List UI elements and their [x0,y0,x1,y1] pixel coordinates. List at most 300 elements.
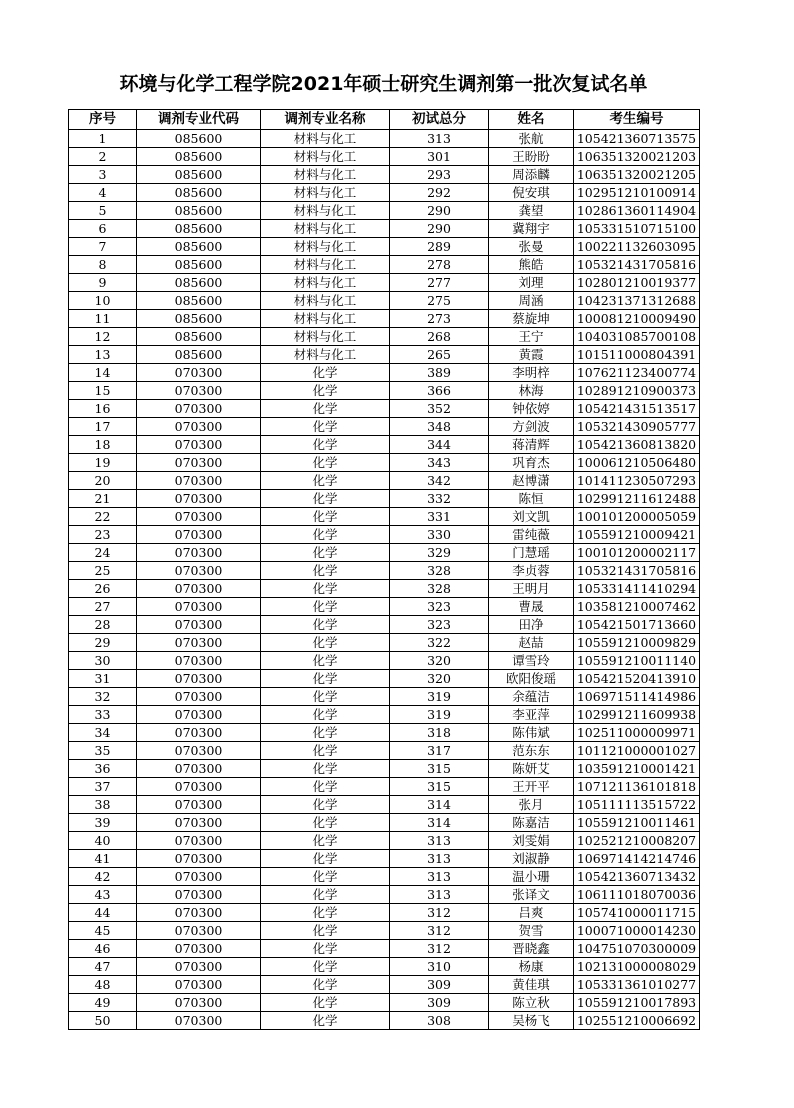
cell-candidate-id: 104751070300009 [574,940,700,958]
table-row [69,994,700,1012]
cell-name: 李贞蓉 [489,562,574,580]
cell-total-score: 331 [390,508,489,526]
cell-major-name: 材料与化工 [261,292,390,310]
cell-major-name: 化学 [261,562,390,580]
cell-name: 晋晓鑫 [489,940,574,958]
cell-major-code: 070300 [137,436,261,454]
cell-major-code: 085600 [137,184,261,202]
cell-candidate-id: 103591210001421 [574,760,700,778]
cell-candidate-id: 102951210100914 [574,184,700,202]
table-row [69,814,700,832]
cell-total-score: 329 [390,544,489,562]
cell-candidate-id: 100081210009490 [574,310,700,328]
cell-major-code: 070300 [137,922,261,940]
cell-name: 巩育杰 [489,454,574,472]
cell-name: 曹晟 [489,598,574,616]
cell-total-score: 348 [390,418,489,436]
cell-total-score: 313 [390,886,489,904]
cell-seq: 44 [69,904,137,922]
cell-total-score: 277 [390,274,489,292]
cell-total-score: 319 [390,688,489,706]
cell-major-code: 070300 [137,598,261,616]
cell-name: 吕爽 [489,904,574,922]
cell-major-name: 材料与化工 [261,220,390,238]
cell-major-name: 化学 [261,688,390,706]
cell-total-score: 342 [390,472,489,490]
header-total-score: 初试总分 [390,110,489,130]
cell-total-score: 273 [390,310,489,328]
cell-seq: 11 [69,310,137,328]
cell-name: 黄霞 [489,346,574,364]
cell-total-score: 366 [390,382,489,400]
table-row [69,724,700,742]
table-row [69,832,700,850]
cell-major-name: 材料与化工 [261,274,390,292]
cell-name: 田净 [489,616,574,634]
cell-total-score: 290 [390,220,489,238]
cell-total-score: 313 [390,868,489,886]
table-row [69,418,700,436]
cell-name: 冀翔宇 [489,220,574,238]
cell-seq: 2 [69,148,137,166]
table-row [69,274,700,292]
cell-seq: 42 [69,868,137,886]
cell-name: 陈嘉洁 [489,814,574,832]
cell-candidate-id: 105331361010277 [574,976,700,994]
cell-candidate-id: 100101200002117 [574,544,700,562]
cell-total-score: 320 [390,670,489,688]
cell-seq: 15 [69,382,137,400]
cell-seq: 4 [69,184,137,202]
cell-major-code: 070300 [137,544,261,562]
cell-seq: 7 [69,238,137,256]
table-row [69,796,700,814]
cell-major-code: 070300 [137,490,261,508]
cell-name: 蒋清辉 [489,436,574,454]
cell-total-score: 290 [390,202,489,220]
table-row [69,130,700,148]
cell-major-name: 化学 [261,922,390,940]
cell-major-name: 化学 [261,472,390,490]
cell-seq: 1 [69,130,137,148]
cell-total-score: 312 [390,940,489,958]
header-major-name: 调剂专业名称 [261,110,390,130]
cell-major-name: 材料与化工 [261,256,390,274]
cell-major-name: 材料与化工 [261,328,390,346]
table-row [69,184,700,202]
cell-seq: 14 [69,364,137,382]
cell-major-code: 070300 [137,760,261,778]
cell-major-name: 化学 [261,364,390,382]
cell-candidate-id: 105111113515722 [574,796,700,814]
table-row [69,580,700,598]
cell-major-code: 070300 [137,526,261,544]
table-row [69,868,700,886]
cell-seq: 40 [69,832,137,850]
table-row [69,706,700,724]
cell-seq: 18 [69,436,137,454]
cell-major-code: 070300 [137,472,261,490]
cell-name: 温小珊 [489,868,574,886]
header-candidate-id: 考生编号 [574,110,700,130]
cell-name: 林海 [489,382,574,400]
cell-total-score: 289 [390,238,489,256]
cell-major-name: 化学 [261,760,390,778]
cell-major-name: 化学 [261,526,390,544]
cell-seq: 36 [69,760,137,778]
table-row [69,436,700,454]
cell-major-code: 070300 [137,904,261,922]
cell-major-name: 材料与化工 [261,238,390,256]
cell-total-score: 318 [390,724,489,742]
cell-major-name: 化学 [261,382,390,400]
cell-major-code: 070300 [137,742,261,760]
cell-candidate-id: 105421360713432 [574,868,700,886]
cell-major-name: 化学 [261,976,390,994]
cell-major-code: 085600 [137,256,261,274]
table-row [69,670,700,688]
cell-major-code: 070300 [137,652,261,670]
cell-name: 范东东 [489,742,574,760]
cell-name: 熊皓 [489,256,574,274]
table-row [69,256,700,274]
cell-major-code: 085600 [137,220,261,238]
cell-seq: 8 [69,256,137,274]
cell-major-code: 070300 [137,1012,261,1030]
cell-candidate-id: 102891210900373 [574,382,700,400]
cell-major-name: 化学 [261,616,390,634]
cell-major-code: 070300 [137,400,261,418]
cell-major-code: 070300 [137,796,261,814]
cell-major-name: 材料与化工 [261,166,390,184]
cell-major-name: 化学 [261,508,390,526]
cell-candidate-id: 105331510715100 [574,220,700,238]
table-row [69,526,700,544]
table-row [69,634,700,652]
cell-major-name: 化学 [261,814,390,832]
table-row [69,328,700,346]
cell-major-code: 070300 [137,418,261,436]
cell-seq: 29 [69,634,137,652]
cell-total-score: 314 [390,796,489,814]
cell-seq: 48 [69,976,137,994]
table-row [69,922,700,940]
cell-name: 张译文 [489,886,574,904]
cell-major-code: 070300 [137,832,261,850]
cell-seq: 19 [69,454,137,472]
cell-candidate-id: 105421360713575 [574,130,700,148]
cell-name: 雷纯薇 [489,526,574,544]
cell-name: 王明月 [489,580,574,598]
cell-seq: 23 [69,526,137,544]
cell-candidate-id: 106111018070036 [574,886,700,904]
cell-candidate-id: 102861360114904 [574,202,700,220]
cell-major-code: 070300 [137,814,261,832]
cell-major-code: 085600 [137,346,261,364]
cell-candidate-id: 100221132603095 [574,238,700,256]
cell-candidate-id: 102511000009971 [574,724,700,742]
cell-name: 王开平 [489,778,574,796]
cell-seq: 43 [69,886,137,904]
cell-total-score: 301 [390,148,489,166]
table-row [69,292,700,310]
cell-name: 王盼盼 [489,148,574,166]
table-row [69,166,700,184]
table-row [69,976,700,994]
table-row [69,616,700,634]
cell-candidate-id: 105591210017893 [574,994,700,1012]
cell-candidate-id: 107621123400774 [574,364,700,382]
cell-major-code: 070300 [137,976,261,994]
cell-total-score: 352 [390,400,489,418]
table-body [69,130,700,1030]
cell-major-name: 化学 [261,670,390,688]
cell-seq: 28 [69,616,137,634]
cell-major-code: 070300 [137,688,261,706]
table-row [69,688,700,706]
cell-seq: 20 [69,472,137,490]
cell-total-score: 293 [390,166,489,184]
table-row [69,1012,700,1030]
cell-name: 蔡旋坤 [489,310,574,328]
cell-total-score: 314 [390,814,489,832]
cell-major-code: 085600 [137,148,261,166]
cell-major-name: 化学 [261,742,390,760]
cell-name: 倪安琪 [489,184,574,202]
cell-candidate-id: 101411230507293 [574,472,700,490]
cell-name: 杨康 [489,958,574,976]
cell-name: 吴杨飞 [489,1012,574,1030]
cell-candidate-id: 102801210019377 [574,274,700,292]
cell-candidate-id: 105421431513517 [574,400,700,418]
cell-seq: 16 [69,400,137,418]
cell-candidate-id: 105591210011140 [574,652,700,670]
cell-major-name: 化学 [261,418,390,436]
cell-total-score: 313 [390,130,489,148]
cell-total-score: 328 [390,580,489,598]
cell-major-name: 化学 [261,886,390,904]
cell-major-code: 085600 [137,130,261,148]
cell-major-name: 化学 [261,490,390,508]
cell-candidate-id: 106351320021205 [574,166,700,184]
cell-major-code: 070300 [137,778,261,796]
cell-major-code: 070300 [137,670,261,688]
cell-seq: 30 [69,652,137,670]
cell-candidate-id: 106351320021203 [574,148,700,166]
cell-major-code: 085600 [137,328,261,346]
cell-major-name: 化学 [261,832,390,850]
cell-seq: 12 [69,328,137,346]
cell-seq: 13 [69,346,137,364]
table-row [69,202,700,220]
cell-name: 刘文凯 [489,508,574,526]
cell-major-name: 化学 [261,904,390,922]
table-row [69,382,700,400]
table-row [69,940,700,958]
cell-major-code: 070300 [137,850,261,868]
table-header-row [69,110,700,130]
cell-candidate-id: 107121136101818 [574,778,700,796]
cell-seq: 45 [69,922,137,940]
cell-name: 周涵 [489,292,574,310]
cell-seq: 35 [69,742,137,760]
cell-name: 李亚萍 [489,706,574,724]
cell-seq: 32 [69,688,137,706]
cell-total-score: 322 [390,634,489,652]
cell-total-score: 344 [390,436,489,454]
table-row [69,760,700,778]
cell-major-code: 070300 [137,886,261,904]
cell-total-score: 312 [390,904,489,922]
cell-major-code: 070300 [137,580,261,598]
cell-total-score: 313 [390,832,489,850]
cell-total-score: 308 [390,1012,489,1030]
cell-candidate-id: 104031085700108 [574,328,700,346]
cell-total-score: 315 [390,778,489,796]
cell-major-code: 070300 [137,562,261,580]
cell-name: 方剑波 [489,418,574,436]
header-major-code: 调剂专业代码 [137,110,261,130]
cell-seq: 17 [69,418,137,436]
cell-total-score: 268 [390,328,489,346]
cell-seq: 38 [69,796,137,814]
cell-total-score: 312 [390,922,489,940]
cell-total-score: 330 [390,526,489,544]
cell-major-name: 化学 [261,1012,390,1030]
cell-major-name: 材料与化工 [261,310,390,328]
cell-name: 陈伟斌 [489,724,574,742]
cell-major-name: 材料与化工 [261,346,390,364]
cell-major-name: 化学 [261,796,390,814]
cell-seq: 39 [69,814,137,832]
cell-total-score: 315 [390,760,489,778]
cell-seq: 5 [69,202,137,220]
cell-name: 陈恒 [489,490,574,508]
table-row [69,148,700,166]
cell-seq: 26 [69,580,137,598]
cell-major-code: 070300 [137,868,261,886]
cell-major-name: 化学 [261,706,390,724]
table-row [69,400,700,418]
cell-seq: 22 [69,508,137,526]
table-row [69,904,700,922]
table-row [69,238,700,256]
cell-total-score: 310 [390,958,489,976]
cell-major-code: 070300 [137,508,261,526]
cell-total-score: 313 [390,850,489,868]
cell-name: 张曼 [489,238,574,256]
cell-candidate-id: 105421360813820 [574,436,700,454]
cell-major-name: 化学 [261,994,390,1012]
cell-total-score: 343 [390,454,489,472]
cell-major-code: 085600 [137,166,261,184]
cell-seq: 27 [69,598,137,616]
cell-major-name: 化学 [261,580,390,598]
table-row [69,544,700,562]
cell-candidate-id: 105741000011715 [574,904,700,922]
cell-seq: 25 [69,562,137,580]
cell-major-name: 化学 [261,778,390,796]
table-row [69,472,700,490]
cell-seq: 33 [69,706,137,724]
cell-candidate-id: 105421501713660 [574,616,700,634]
table-row [69,508,700,526]
header-seq: 序号 [69,110,137,130]
cell-total-score: 309 [390,994,489,1012]
cell-total-score: 319 [390,706,489,724]
cell-total-score: 328 [390,562,489,580]
cell-major-code: 085600 [137,310,261,328]
cell-candidate-id: 105321430905777 [574,418,700,436]
cell-major-name: 材料与化工 [261,202,390,220]
header-name: 姓名 [489,110,574,130]
cell-total-score: 278 [390,256,489,274]
table-row [69,652,700,670]
table-row [69,850,700,868]
cell-total-score: 292 [390,184,489,202]
cell-name: 张月 [489,796,574,814]
table-row [69,742,700,760]
table-row [69,346,700,364]
cell-total-score: 323 [390,616,489,634]
table-row [69,490,700,508]
cell-name: 王宁 [489,328,574,346]
table-row [69,454,700,472]
cell-candidate-id: 100071000014230 [574,922,700,940]
cell-name: 赵博潇 [489,472,574,490]
cell-seq: 49 [69,994,137,1012]
cell-major-code: 085600 [137,202,261,220]
cell-name: 周添麟 [489,166,574,184]
cell-major-code: 070300 [137,616,261,634]
cell-seq: 10 [69,292,137,310]
cell-name: 刘淑静 [489,850,574,868]
cell-total-score: 275 [390,292,489,310]
cell-candidate-id: 101121000001027 [574,742,700,760]
cell-major-code: 085600 [137,238,261,256]
cell-major-code: 070300 [137,454,261,472]
cell-name: 贺雪 [489,922,574,940]
retest-roster-table [68,109,700,1030]
cell-total-score: 332 [390,490,489,508]
cell-major-name: 化学 [261,652,390,670]
cell-major-name: 化学 [261,436,390,454]
cell-major-name: 化学 [261,634,390,652]
cell-major-code: 070300 [137,364,261,382]
cell-name: 刘雯娟 [489,832,574,850]
cell-name: 谭雪玲 [489,652,574,670]
cell-candidate-id: 105591210009829 [574,634,700,652]
cell-total-score: 309 [390,976,489,994]
cell-major-code: 070300 [137,706,261,724]
cell-seq: 41 [69,850,137,868]
cell-name: 钟依婷 [489,400,574,418]
cell-major-code: 070300 [137,634,261,652]
cell-name: 赵喆 [489,634,574,652]
cell-major-code: 070300 [137,940,261,958]
cell-name: 龚望 [489,202,574,220]
page-title: 环境与化学工程学院2021年硕士研究生调剂第一批次复试名单 [119,73,648,95]
cell-candidate-id: 105591210009421 [574,526,700,544]
cell-major-code: 070300 [137,724,261,742]
cell-candidate-id: 103581210007462 [574,598,700,616]
table-row [69,886,700,904]
cell-candidate-id: 105591210011461 [574,814,700,832]
cell-total-score: 323 [390,598,489,616]
cell-name: 陈立秋 [489,994,574,1012]
cell-name: 刘理 [489,274,574,292]
cell-major-code: 085600 [137,274,261,292]
